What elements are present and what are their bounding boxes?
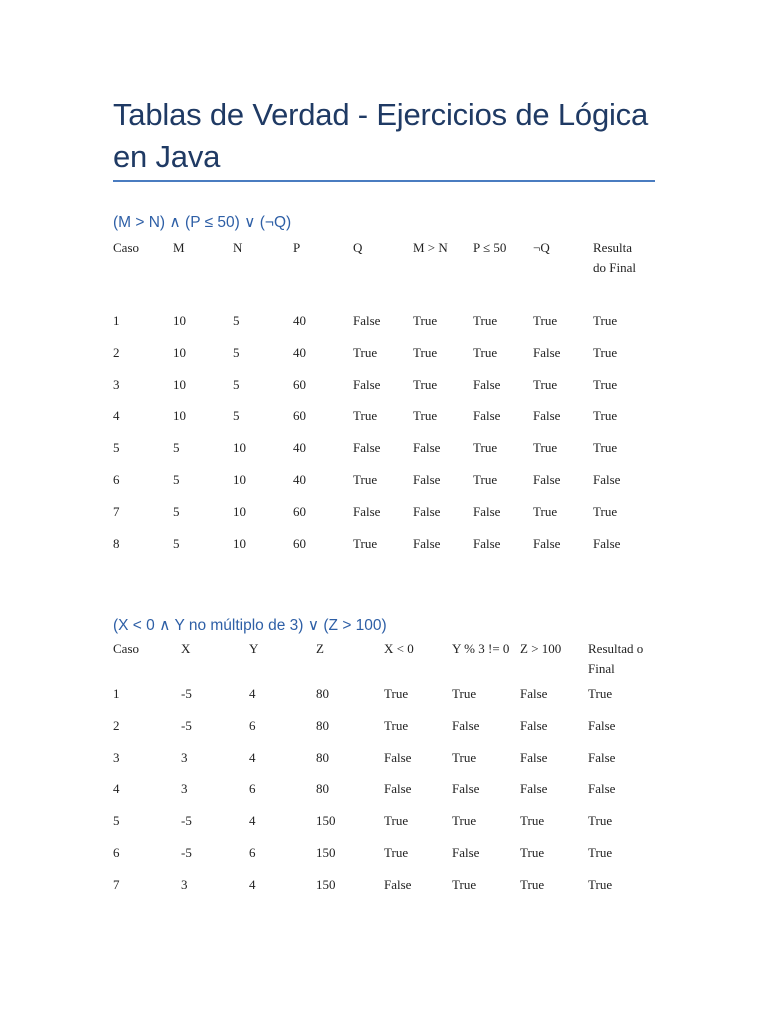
table-cell: -5 xyxy=(181,844,192,860)
table-cell: True xyxy=(413,408,438,424)
header-m: M xyxy=(173,240,185,255)
table-cell: 80 xyxy=(316,781,329,797)
table-cell: 60 xyxy=(293,408,306,424)
table-cell: 2 xyxy=(113,344,120,360)
header-z-gt-100: Z > 100 xyxy=(520,641,562,656)
table-cell: 3 xyxy=(181,781,188,797)
table-cell: 4 xyxy=(249,749,256,765)
header-resultado-final: Resultad o Final xyxy=(588,641,644,676)
table-row xyxy=(113,375,643,407)
table-cell: True xyxy=(588,813,613,829)
table-cell: True xyxy=(593,440,618,456)
table-cell: True xyxy=(588,844,613,860)
table-row xyxy=(113,438,643,470)
table-cell: False xyxy=(353,440,381,456)
table-row xyxy=(113,343,643,375)
table-cell: 1 xyxy=(113,686,120,701)
table-cell: False xyxy=(413,503,441,519)
table-cell: False xyxy=(384,781,412,797)
table-cell: False xyxy=(520,749,548,765)
table-cell: 10 xyxy=(233,503,246,519)
table-cell: False xyxy=(520,781,548,797)
table-cell: 80 xyxy=(316,749,329,765)
table-cell: True xyxy=(473,313,498,328)
table-cell: 10 xyxy=(233,440,246,456)
table-cell: 5 xyxy=(233,313,240,328)
table-cell: 6 xyxy=(113,471,120,487)
table-cell: 2 xyxy=(113,717,120,733)
table-cell: False xyxy=(588,781,616,797)
table-cell: False xyxy=(413,471,441,487)
table-cell: -5 xyxy=(181,813,192,829)
header-n: N xyxy=(233,240,243,255)
header-p: P xyxy=(293,240,301,255)
table-cell: False xyxy=(384,876,412,892)
table-cell: True xyxy=(473,471,498,487)
table-row xyxy=(113,843,648,875)
table-cell: False xyxy=(452,781,480,797)
table-cell: False xyxy=(593,471,621,487)
truth-table-2 xyxy=(113,639,648,907)
table-cell: True xyxy=(593,313,618,328)
table-cell: False xyxy=(588,717,616,733)
table-row xyxy=(113,875,648,907)
table-row xyxy=(113,311,643,343)
table-cell: 6 xyxy=(113,844,120,860)
table-cell: 150 xyxy=(316,876,336,892)
table-cell: 40 xyxy=(293,440,306,456)
title-divider xyxy=(113,180,655,182)
table-cell: True xyxy=(473,344,498,360)
header-x-lt-0: X < 0 xyxy=(384,641,414,656)
table-row xyxy=(113,748,648,780)
table-cell: True xyxy=(353,408,378,424)
table-cell: 3 xyxy=(113,376,120,392)
table-cell: True xyxy=(593,376,618,392)
table-cell: False xyxy=(353,313,381,328)
table-cell: True xyxy=(452,813,477,829)
table-cell: True xyxy=(384,844,409,860)
header-resultado-final: Resulta do Final xyxy=(593,240,636,275)
table-cell: 40 xyxy=(293,471,306,487)
table-row xyxy=(113,716,648,748)
table-cell: 4 xyxy=(249,813,256,829)
table-cell: False xyxy=(473,376,501,392)
table-cell: False xyxy=(353,376,381,392)
table-row xyxy=(113,406,643,438)
table-cell: False xyxy=(533,344,561,360)
table-cell: -5 xyxy=(181,717,192,733)
table-header-row xyxy=(113,639,648,684)
table-cell: False xyxy=(353,503,381,519)
table-cell: True xyxy=(593,503,618,519)
table-cell: False xyxy=(452,717,480,733)
table-cell: False xyxy=(533,408,561,424)
table-header-row xyxy=(113,238,643,311)
header-caso: Caso xyxy=(113,641,139,656)
table-cell: 150 xyxy=(316,844,336,860)
table-cell: False xyxy=(533,471,561,487)
table-cell: False xyxy=(452,844,480,860)
table-cell: 40 xyxy=(293,313,306,328)
header-z: Z xyxy=(316,641,324,656)
table-cell: True xyxy=(452,749,477,765)
table-cell: False xyxy=(473,503,501,519)
table-cell: True xyxy=(520,813,545,829)
table-cell: 10 xyxy=(233,535,246,551)
table-cell: True xyxy=(452,686,477,701)
table-cell: False xyxy=(520,717,548,733)
table-row xyxy=(113,779,648,811)
header-y: Y xyxy=(249,641,259,656)
table-cell: 60 xyxy=(293,535,306,551)
table-cell: True xyxy=(533,440,558,456)
section1-heading: (M > N) ∧ (P ≤ 50) ∨ (¬Q) xyxy=(113,214,292,231)
table-cell: 7 xyxy=(113,876,120,892)
table-cell: 5 xyxy=(173,440,180,456)
document-title: Tablas de Verdad - Ejercicios de Lógica en Java xyxy=(113,97,649,174)
table-cell: 3 xyxy=(181,876,188,892)
header-y-mod-3: Y % 3 != 0 xyxy=(452,641,510,656)
table-cell: True xyxy=(384,717,409,733)
table-cell: True xyxy=(473,440,498,456)
table-cell: True xyxy=(520,844,545,860)
table-cell: True xyxy=(533,503,558,519)
table-cell: 5 xyxy=(113,440,120,456)
table-cell: True xyxy=(520,876,545,892)
table-cell: False xyxy=(413,535,441,551)
table-cell: 60 xyxy=(293,376,306,392)
table-cell: False xyxy=(593,535,621,551)
table-cell: True xyxy=(413,313,438,328)
table-cell: True xyxy=(588,686,613,701)
table-cell: True xyxy=(353,535,378,551)
table-cell: 4 xyxy=(113,408,120,424)
table-cell: 40 xyxy=(293,344,306,360)
header-x: X xyxy=(181,641,191,656)
table-cell: True xyxy=(593,344,618,360)
table-cell: 10 xyxy=(233,471,246,487)
table-cell: True xyxy=(384,686,409,701)
header-not-q: ¬Q xyxy=(533,240,550,255)
table-cell: False xyxy=(413,440,441,456)
table-cell: True xyxy=(588,876,613,892)
table-cell: True xyxy=(593,408,618,424)
table-cell: 80 xyxy=(316,686,329,701)
table-cell: False xyxy=(533,535,561,551)
table-row xyxy=(113,502,643,534)
table-cell: False xyxy=(384,749,412,765)
table-cell: 3 xyxy=(181,749,188,765)
truth-table-1 xyxy=(113,238,643,565)
table-row xyxy=(113,811,648,843)
table-cell: 5 xyxy=(233,408,240,424)
table-cell: True xyxy=(384,813,409,829)
table-cell: 5 xyxy=(173,471,180,487)
table-cell: True xyxy=(353,471,378,487)
table-cell: 8 xyxy=(113,535,120,551)
table-cell: True xyxy=(533,376,558,392)
table-cell: 6 xyxy=(249,844,256,860)
table-cell: -5 xyxy=(181,686,192,701)
table-cell: 4 xyxy=(113,781,120,797)
table-cell: 6 xyxy=(249,717,256,733)
table-row xyxy=(113,534,643,566)
table-cell: True xyxy=(353,344,378,360)
table-cell: 5 xyxy=(173,535,180,551)
table-cell: 60 xyxy=(293,503,306,519)
table-cell: 6 xyxy=(249,781,256,797)
header-m-gt-n: M > N xyxy=(413,240,448,255)
table-cell: 5 xyxy=(233,376,240,392)
header-p-le-50: P ≤ 50 xyxy=(473,240,507,255)
table-cell: True xyxy=(533,313,558,328)
header-caso: Caso xyxy=(113,240,139,255)
section2-heading: (X < 0 ∧ Y no múltiplo de 3) ∨ (Z > 100) xyxy=(113,617,387,634)
table-cell: 4 xyxy=(249,686,256,701)
table-cell: 5 xyxy=(173,503,180,519)
table-cell: False xyxy=(520,686,548,701)
header-q: Q xyxy=(353,240,363,255)
table-cell: 10 xyxy=(173,408,186,424)
table-cell: True xyxy=(413,376,438,392)
table-row xyxy=(113,684,648,716)
table-cell: False xyxy=(473,535,501,551)
table-cell: 4 xyxy=(249,876,256,892)
table-cell: 10 xyxy=(173,313,186,328)
table-cell: 10 xyxy=(173,376,186,392)
table-cell: True xyxy=(452,876,477,892)
table-cell: True xyxy=(413,344,438,360)
table-cell: 150 xyxy=(316,813,336,829)
table-cell: 5 xyxy=(233,344,240,360)
table-cell: 3 xyxy=(113,749,120,765)
table-cell: 10 xyxy=(173,344,186,360)
table-cell: 1 xyxy=(113,313,120,328)
table-cell: False xyxy=(473,408,501,424)
table-cell: 7 xyxy=(113,503,120,519)
table-row xyxy=(113,470,643,502)
table-cell: 5 xyxy=(113,813,120,829)
table-cell: 80 xyxy=(316,717,329,733)
table-cell: False xyxy=(588,749,616,765)
